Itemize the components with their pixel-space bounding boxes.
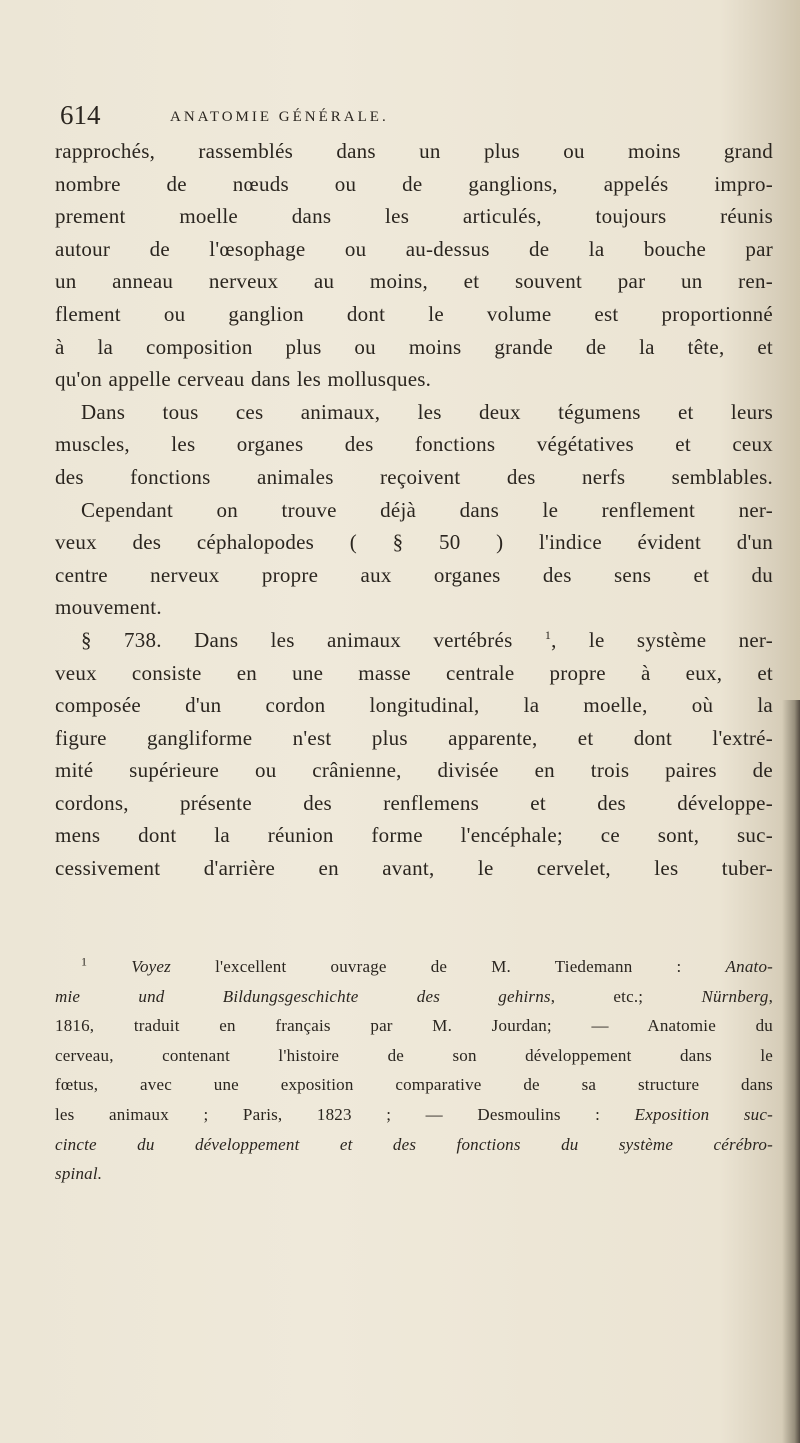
footnote-ref: 1 — [544, 627, 552, 642]
text-line: veux des céphalopodes ( § 50 ) l'indice évident d'un — [55, 530, 773, 555]
page-edge-shadow — [782, 700, 800, 1443]
footnote-text: , etc.; — [550, 986, 702, 1006]
body-text — [55, 135, 773, 885]
text-line: prement moelle dans les articulés, toujours réunis — [55, 204, 773, 229]
footnote-italic: Anato- — [725, 957, 773, 976]
text-line: à la composition plus ou moins grande de la tête, et — [55, 334, 773, 359]
running-title: ANATOMIE GÉNÉRALE. — [170, 109, 389, 125]
footnote-italic: mie und Bildungsgeschichte des gehirns — [55, 986, 551, 1006]
footnote-italic: cincte du développement et des fonctions du système cérébro- — [55, 1134, 773, 1154]
text-line: Dans tous ces animaux, les deux tégumens et leurs — [81, 399, 773, 424]
footnote-line — [55, 1100, 773, 1130]
text-line: mité supérieure ou crânienne, divisée en trois paires de — [55, 758, 773, 783]
text-line: des fonctions animales reçoivent des nerfs semblables. — [55, 464, 773, 489]
text-line: cessivement d'arrière en avant, le cervelet, les tuber- — [55, 856, 773, 881]
text-line-738 — [55, 624, 773, 657]
footnote-line: fœtus, avec une exposition comparative de sa structure dans — [55, 1075, 773, 1095]
text-line: figure gangliforme n'est plus apparente, et dont l'extré- — [55, 725, 773, 750]
footnote-italic: Exposition suc- — [634, 1104, 773, 1124]
text-line: cordons, présente des renflemens et des développe- — [55, 790, 773, 815]
text-line: muscles, les organes des fonctions végétatives et ceux — [55, 432, 773, 457]
page-number: 614 — [60, 100, 101, 130]
footnote — [55, 952, 773, 1189]
text-line: Cependant on trouve déjà dans le renflement ner- — [81, 497, 773, 522]
text-line: autour de l'œsophage ou au-dessus de la bouche par — [55, 236, 773, 261]
footnote-line — [55, 1130, 773, 1160]
footnote-line: 1816, traduit en français par M. Jourdan; — Anatomie du — [55, 1016, 773, 1036]
footnote-text: les animaux ; Paris, 1823 ; — Desmoulins : — [55, 1104, 635, 1124]
footnote-italic: Voyez — [131, 957, 171, 976]
section-738-rest: , le système ner- — [551, 627, 773, 652]
text-line: mouvement. — [55, 595, 162, 620]
text-line: flement ou ganglion dont le volume est proportionné — [55, 301, 773, 326]
text-line: centre nerveux propre aux organes des sens et du — [55, 562, 773, 587]
footnote-text: , — [768, 986, 774, 1006]
footnote-italic: Nürnberg — [701, 986, 769, 1006]
footnote-text: l'excellent ouvrage de M. Tiedemann : — [171, 957, 726, 976]
footnote-italic: spinal. — [55, 1164, 103, 1184]
footnote-marker: 1 — [81, 954, 88, 969]
text-line: mens dont la réunion forme l'encéphale; ce sont, suc- — [55, 823, 773, 848]
footnote-line — [55, 952, 773, 982]
page-header — [60, 100, 760, 136]
section-738-text: § 738. Dans les animaux vertébrés — [81, 627, 513, 652]
text-line: rapprochés, rassemblés dans un plus ou moins grand — [55, 139, 773, 163]
text-line: un anneau nerveux au moins, et souvent par un ren- — [55, 269, 773, 294]
text-line: qu'on appelle cerveau dans les mollusques. — [55, 367, 432, 392]
text-line: veux consiste en une masse centrale propre à eux, et — [55, 660, 773, 685]
footnote-line — [55, 1159, 773, 1189]
footnote-line — [55, 982, 773, 1012]
text-line: composée d'un cordon longitudinal, la moelle, où la — [55, 693, 773, 718]
footnote-line: cerveau, contenant l'histoire de son développement dans le — [55, 1045, 773, 1065]
text-line: nombre de nœuds ou de ganglions, appelés impro- — [55, 171, 773, 196]
